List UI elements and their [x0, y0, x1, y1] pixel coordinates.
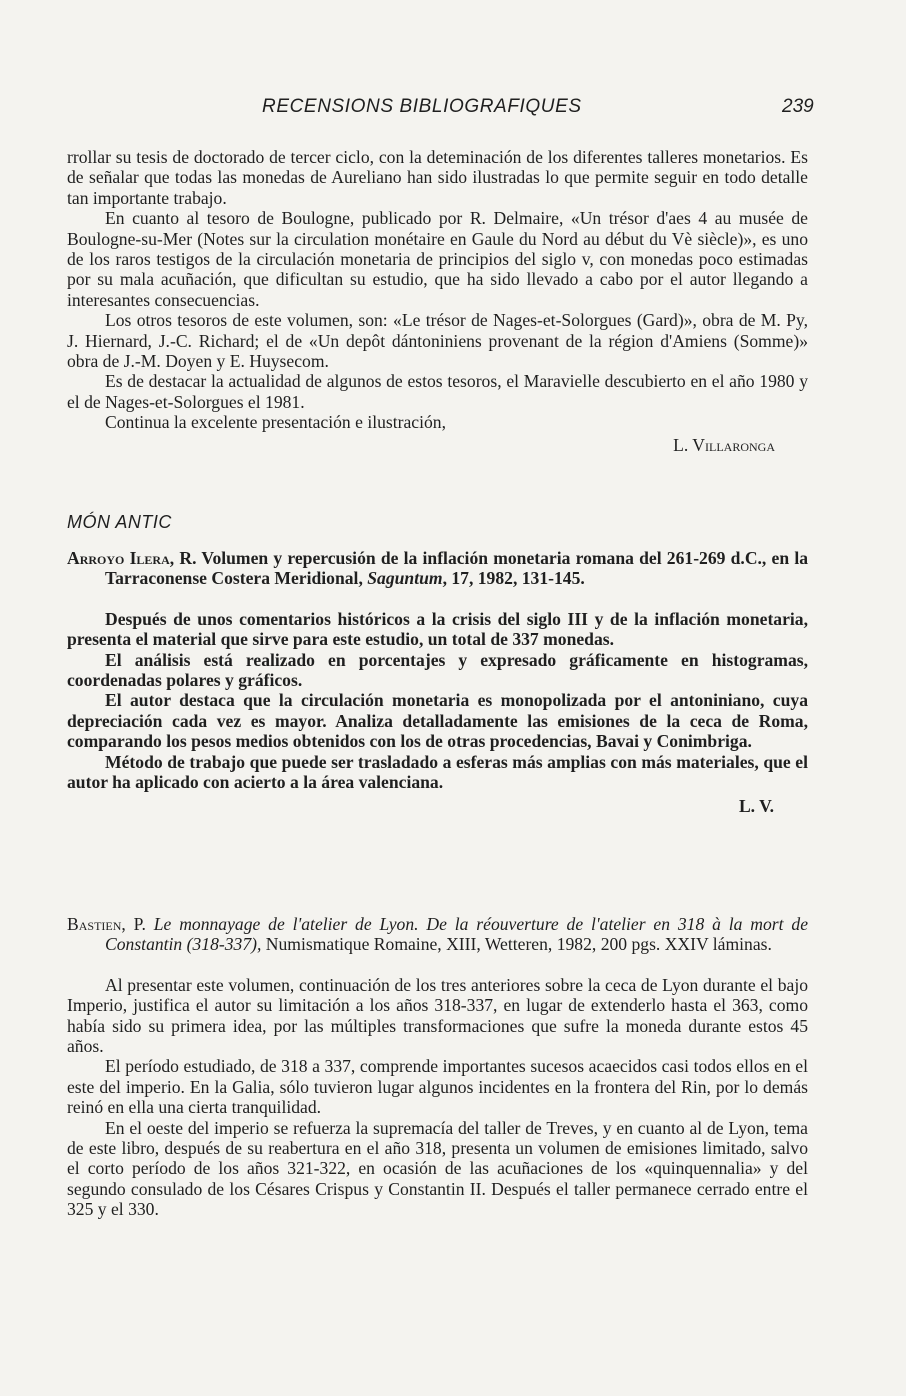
review-entry-bastien — [67, 914, 808, 1220]
author-name: Arroyo Ilera — [67, 548, 170, 568]
paragraph: Los otros tesoros de este volumen, son: «Le trésor de Nages-et-Solorgues (Gard)», obra de M. Py, J. Hiernard, J.-C. Richard; el de «Un depôt dántoniniens provenant de la région d'Amiens (Somme)» obra de J.-M. Doyen y E. Huysecom. — [67, 310, 808, 372]
bibliographic-reference: Bastien, P. Le monnayage de l'atelier de Lyon. De la réouverture de l'atelier en 318 à la mort de Constantin (318-337), Numismatique Romaine, XIII, Wetteren, 1982, 200 pgs. XXIV láminas. — [67, 914, 809, 955]
page-header — [0, 96, 906, 126]
paragraph: Método de trabajo que puede ser trasladado a esferas más amplias con más materiales, que el autor ha aplicado con acierto a la área valenciana. — [67, 751, 808, 793]
work-title: Le monnayage de l'atelier de Lyon. De la réouverture de l'atelier en 318 à la mort de Constantin (318-337), — [105, 914, 809, 955]
author-name: Bastien — [67, 914, 122, 934]
paragraph: Al presentar este volumen, continuación de los tres anteriores sobre la ceca de Lyon durante el bajo Imperio, justifica el autor su limitación a los años 318-337, en lugar de extenderlo hasta el 363, como había sido su primera idea, por las múltiples transformaciones que sufre la moneda durante estos 45 años. — [67, 974, 808, 1057]
review-entry-arroyo — [67, 548, 808, 817]
bibliographic-reference: Arroyo Ilera, R. Volumen y repercusión de la inflación monetaria romana del 261-269 d.C., en la Tarraconense Costera Meridional, Saguntum, 17, 1982, 131-145. — [67, 548, 809, 589]
paragraph: El autor destaca que la circulación monetaria es monopolizada por el antoniniano, cuya depreciación cada vez es mayor. Analiza detalladamente las emisiones de la ceca de Roma, comparando los pesos medios obtenidos con los de otras procedencias, Bavai y Conimbriga. — [67, 690, 808, 752]
paragraph: Es de destacar la actualidad de algunos de estos tesoros, el Maravielle descubierto en el año 1980 y el de Nages-et-Solorgues el 1981. — [67, 371, 808, 412]
paragraph: En el oeste del imperio se refuerza la supremacía del taller de Treves, y en cuanto al de Lyon, tema de este libro, después de su reabertura en el año 318, presenta un volumen de emisiones limitado, salvo el corto período de los años 321-322, en ocasión de las acuñaciones de los «quinquennalia» y del segundo consulado de los Césares Crispus y Constantin II. Después el taller permanece cerrado entre el 325 y el 330. — [67, 1117, 808, 1220]
signature: L. V. — [738, 796, 774, 817]
paragraph: El período estudiado, de 318 a 337, comprende importantes sucesos acaecidos casi todos ellos en el este del imperio. En la Galia, sólo tuvieron lugar algunos incidentes en la frontera del Rin, por lo demás reinó en ella una cierta tranquilidad. — [67, 1056, 808, 1118]
paragraph: rrollar su tesis de doctorado de tercer ciclo, con la deteminación de los diferentes talleres monetarios. Es de señalar que todas las monedas de Aureliano han sido ilustradas lo que permite seguir en todo detalle tan importante trabajo. — [67, 147, 808, 208]
work-title: Volumen y repercusión de la inflación monetaria romana del 261-269 d.C., en la Tarraconense Costera Meridional, — [105, 548, 809, 589]
paragraph: Después de unos comentarios históricos a la crisis del siglo III y de la inflación monetaria, presenta el material que sirve para este estudio, un total de 337 monedas. — [67, 608, 808, 650]
paragraph: En cuanto al tesoro de Boulogne, publicado por R. Delmaire, «Un trésor d'aes 4 au musée de Boulogne-su-Mer (Notes sur la circulation monétaire en Gaule du Nord au début du Vè siècle)», es uno de los raros testigos de la circulación monetaria de principios del siglo v, con monedas poco estimadas por su mala acuñación, que dificultan su estudio, que ha sido llevado a cabo por el autor llegando a interesantes consecuencias. — [67, 208, 808, 310]
signature: L. Villaronga — [673, 434, 775, 455]
paragraph: Continua la excelente presentación e ilustración, — [105, 412, 446, 433]
paragraph: El análisis está realizado en porcentajes y expresado gráficamente en histogramas, coordenadas polares y gráficos. — [67, 649, 808, 691]
review-continuation — [67, 147, 808, 455]
journal-title: Saguntum — [367, 568, 443, 589]
running-title: RECENSIONS BIBLIOGRAFIQUES — [262, 96, 582, 117]
page-number: 239 — [782, 96, 814, 117]
section-title: MÓN ANTIC — [67, 512, 172, 532]
